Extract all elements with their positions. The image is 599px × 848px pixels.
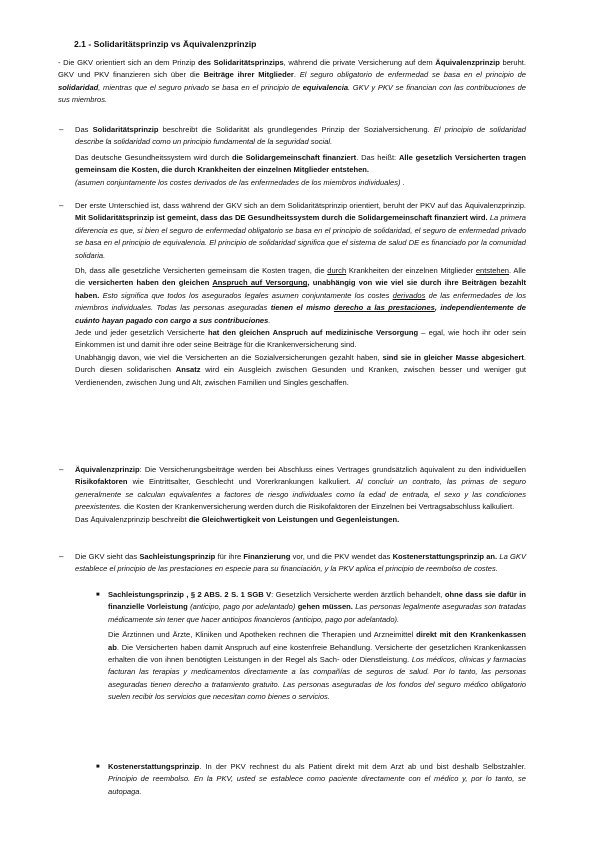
intro-spanish-bold: solidaridad [58,82,99,92]
underlined-text: entstehen [475,266,510,276]
text: wird ein Ausgleich zwischen Gesunden und Kranken, zwischen besser und weniger gut Verdienenden, zwischen Jung und Alt, zwischen Familien und Singles geschaffen. [75,365,526,387]
text: für ihre [215,552,244,561]
bold-text: sind sie in gleicher Masse abgesichert [382,352,524,362]
dash-bullet: – [59,201,64,210]
spanish-text: Las personas legalmente aseguradas son tratadas médicamente sin tener que hacer anticipos financieros (anticipo, pago por adelantado). [108,602,526,624]
text: Krankheiten der einzelnen Mitglieder [346,266,476,276]
section-heading: 2.1 - Solidaritätsprinzip vs Äquivalenzprinzip [74,39,257,49]
text: – egal, wie hoch ihr oder sein Einkommen ist und damit ihre oder seine Beiträge für die Krankenversicherung sind. [75,328,526,350]
bold-underlined-text: Anspruch auf Versorgung [212,278,308,288]
spanish-text: (asumen conjuntamente los costes derivados de las enfermedades de los miembros individuales) . [75,177,405,187]
subbullet-sachleistungsprinzip [108,589,526,704]
spanish-text: (anticipo, pago por adelantado) [187,602,298,612]
bullet-solidaritaetsprinzip [75,124,526,189]
text: . Das heißt: [356,152,399,162]
bold-text: ohne dass sie dafür in finanzielle Vorleistung [108,590,526,612]
text: . Die Versicherten haben damit Anspruch auf eine kostenfreie Behandlung. Versicherte der gesetzlichen Krankenkassen erhalten die von ihnen benötigten Leistungen in der Regel als Sach- oder Dienstleistung. [108,642,526,665]
dash-bullet: – [59,465,64,474]
text: Das [75,125,93,134]
intro-text: , während die private Versicherung auf dem [283,58,436,67]
spanish-bold: tienen el mismo [270,303,334,313]
bold-text: Mit Solidaritätsprinzip ist gemeint, dass das DE Gesundheitssystem durch die Solidargemeinschaft finanziert wird. [75,213,488,223]
text: die Kosten der Krankenversicherung werden durch die Risikofaktoren der Einzelnen bei Vertragsabschluss kalkuliert. [121,502,515,512]
dash-bullet: – [59,552,64,561]
spanish-text: Al concluir un contrato, las primas de seguro generalmente se calculan equivalentes a factores de riesgo individuales como la edad de entrada, el sexo y las condiciones preexistentes. [75,477,526,512]
intro-spanish: . GKV y PKV se financian con las contribuciones de sus miembros. [58,82,527,105]
bold-text: versicherten haben den gleichen [88,278,213,288]
spanish-text: Esto significa que todos los asegurados legales asumen conjuntamente los costes [102,290,393,300]
spanish-text: La primera diferencia es que, si bien el seguro de enfermedad obligatorio se basa en el principio de solidaridad, el seguro de enfermedad privado se basa en el principio de equivalencia. El principio de solidaridad significa que el sistema de salud DE es financiado por la comunidad solidaria. [75,213,526,260]
text: . Durch diesen solidarischen [75,352,527,375]
square-bullet: ■ [96,764,100,770]
bold-text: Sachleistungsprinzip , § 2 ABS. 2 S. 1 SGB V [108,590,272,599]
spanish-text: . [268,315,271,325]
bold-text: Sachleistungsprinzip [139,552,216,561]
text: beschreibt die Solidarität als grundlegendes Prinzip der Sozialversicherung. [158,125,434,134]
spanish-text: El principio de solidaridad describe la solidaridad como un principio fundamental de la seguridad social. [75,125,526,147]
bold-text: hat den gleichen Anspruch auf medizinische Versorgung [208,328,419,338]
square-bullet: ■ [96,592,100,598]
intro-bold: des Solidaritätsprinzips [197,58,284,67]
intro-spanish: El seguro obligatorio de enfermedad se basa en el principio de [299,70,527,80]
intro-paragraph [58,57,526,107]
intro-text: beruht. GKV und PKV finanzieren sich über die [58,58,526,80]
bullet-finanzierung [75,551,526,576]
text: Die GKV sieht das [75,552,140,561]
bold-text: die Solidargemeinschaft finanziert [231,152,357,162]
bold-text: die Gleichwertigkeit von Leistungen und Gegenleistungen. [188,514,400,524]
bold-text: Ansatz [175,365,201,375]
bold-text: Finanzierung [243,552,291,561]
spanish-text: Los médicos, clínicas y farmacias facturan las terapias y medicamentos directamente a las compañías de seguros de salud. Por lo tanto, las personas aseguradas tienen derecho a tratamiento gratuito. Las personas aseguradas de los fondos del seguro médico obligatorio suelen recibir los servicios que necesitan como bienes o servicios. [108,655,526,702]
intro-text: . [293,70,300,80]
text: . Alle die [75,266,526,288]
bold-text: Kostenerstattungsprinzip [108,762,200,771]
text: Das Äquivalenzprinzip beschreibt [75,514,189,524]
intro-text: - Die GKV orientiert sich an dem Prinzip [58,58,198,67]
bold-text: Kostenerstattungsprinzip an. [392,552,498,561]
spanish-text: La GKV establece el principio de las prestaciones en especie para su financiación, y la PKV aplica el principio de reembolso de costes. [75,552,526,574]
bold-text: Solidaritätsprinzip [92,125,159,134]
text: Das deutsche Gesundheitssystem wird durch [75,152,232,162]
text: Jede und jeder gesetzlich Versicherte [75,328,208,338]
intro-spanish: , mientras que el seguro privado se basa en el principio de [98,82,303,92]
bold-text: Risikofaktoren [75,477,128,487]
text: Die Ärztinnen und Ärzte, Kliniken und Apotheken rechnen die Therapien und Arzneimittel [108,630,417,640]
spanish-text: de las enfermedades de los miembros individuales. Todas las personas aseguradas [75,290,526,313]
dash-bullet: – [59,125,64,134]
intro-bold: Äquivalenzprinzip [435,58,500,67]
intro-spanish-bold: equivalencia [302,82,349,92]
text: Unabhängig davon, wie viel die Versicherten an die Sozialversicherungen gezahlt haben, [75,352,383,362]
intro-bold: Beiträge ihrer Mitglieder [203,70,294,80]
text: wie Eintrittsalter, Geschlecht und Vorerkrankungen kalkuliert. [127,477,356,487]
bold-text: Äquivalenzprinzip [75,465,140,474]
text: vor, und die PKV wendet das [290,552,393,561]
spanish-text: Principio de reembolso. En la PKV, usted se establece como paciente directamente con el médico y, por lo tanto, se autopaga. [108,774,526,796]
text: : Die Versicherungsbeiträge werden bei Abschluss eines Vertrages grundsätzlich äquivalent zu den individuellen [139,465,526,474]
bullet-aequivalenzprinzip [75,464,526,526]
underlined-text: durch [327,266,347,276]
subbullet-kostenerstattungsprinzip [108,761,526,798]
bold-text: gehen müssen. [297,602,353,612]
text: Dh, dass alle gesetzliche Versicherten gemeinsam die Kosten tragen, die [75,266,328,276]
spanish-bold: , independientemente de cuánto hayan pagado con cargo a sus contribuciones [75,303,526,325]
bold-text: , unabhängig von wie viel sie durch ihre Beiträgen bezahlt haben. [75,278,526,300]
spanish-underlined: derivados [392,290,426,300]
text: . In der PKV rechnest du als Patient direkt mit dem Arzt ab und bist deshalb Selbstzahler. [199,762,526,771]
text: : Gesetzlich Versicherte werden ärztlich behandelt, [271,590,445,599]
bullet-unterschied [75,200,526,389]
spanish-bold-underlined: derecho a las prestaciones [333,303,435,313]
bold-text: Alle gesetzlich Versicherten tragen gemeinsam die Kosten, die durch Krankheiten der einzelnen Mitglieder entstehen. [75,152,526,175]
bold-text: direkt mit den Krankenkassen ab [108,630,526,652]
text: Der erste Unterschied ist, dass während der GKV sich an dem Solidaritätsprinzip orientiert, beruht der PKV auf das Äquivalenzprinzip. [75,201,526,210]
